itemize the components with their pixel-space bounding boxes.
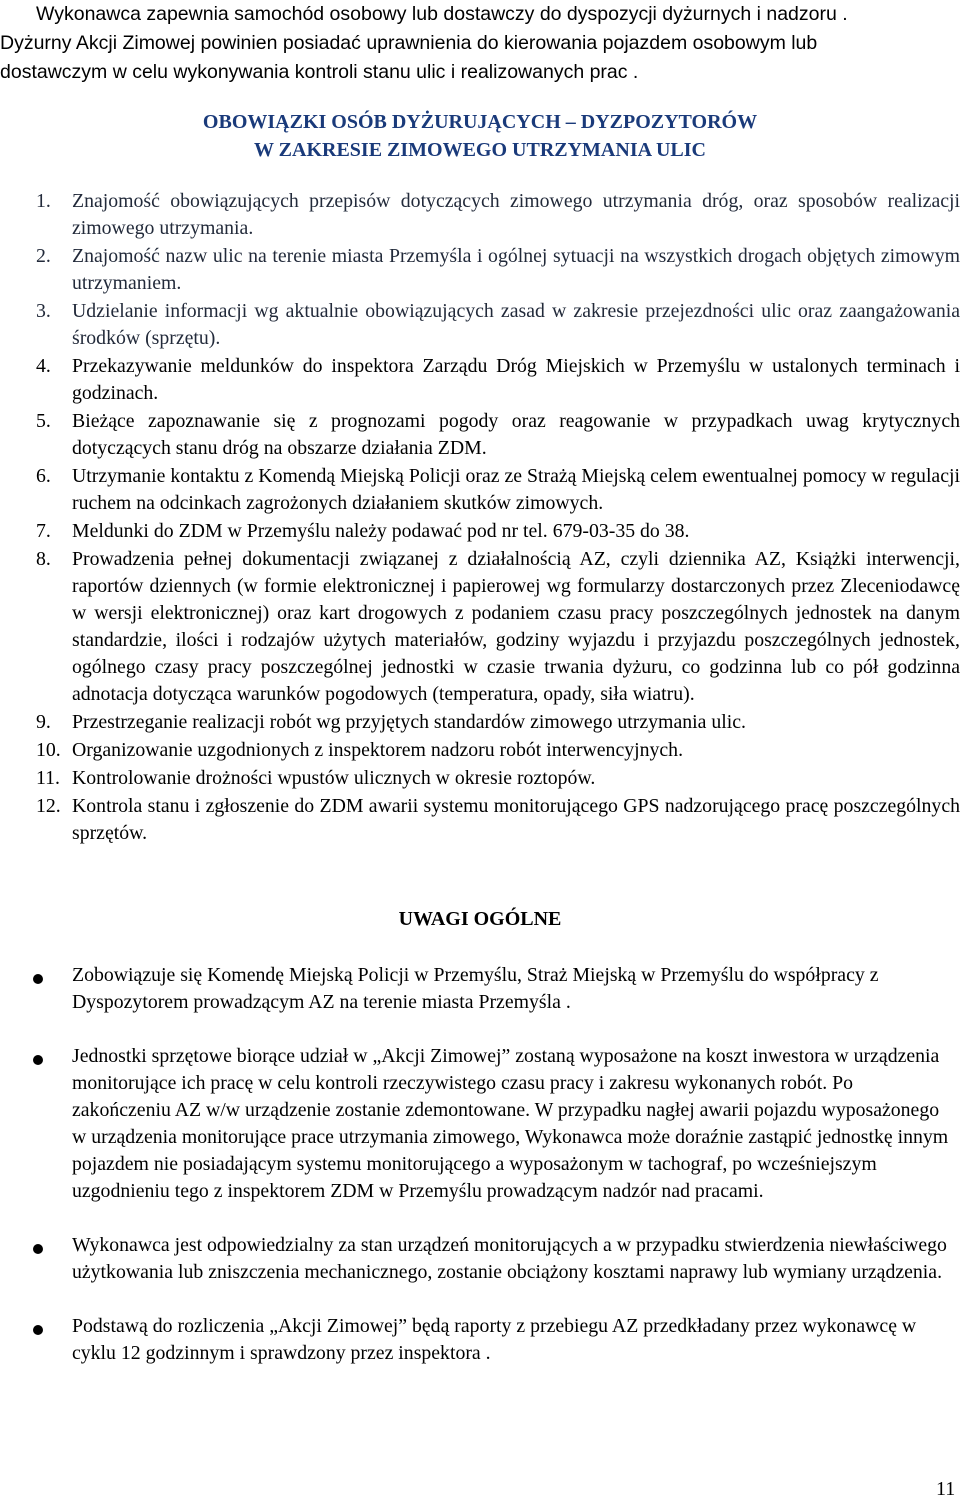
bullet-icon [33, 974, 43, 984]
list-item [0, 353, 960, 407]
list-item [0, 709, 960, 736]
page-number: 11 [936, 1478, 956, 1500]
bullet-text: Podstawą do rozliczenia „Akcji Zimowej” będą raporty z przebiegu AZ przedkładany przez wykonawcę w cyklu 12 godzinnym i sprawdzony przez inspektora . [72, 1315, 917, 1364]
item-text: Meldunki do ZDM w Przemyślu należy podawać pod nr tel. 679-03-35 do 38. [72, 520, 690, 542]
bullet-icon [33, 1325, 43, 1335]
item-number: 11. [36, 767, 60, 789]
item-text: Organizowanie uzgodnionych z inspektorem nadzoru robót interwencyjnych. [72, 739, 684, 761]
item-text: Przestrzeganie realizacji robót wg przyjętych standardów zimowego utrzymania ulic. [72, 711, 746, 733]
item-text: Utrzymanie kontaktu z Komendą Miejską Policji oraz ze Strażą Miejską celem ewentualnej pomocy w regulacji ruchem na odcinkach zagrożonych działaniem skutków zimowych. [72, 465, 960, 514]
item-number: 4. [36, 355, 51, 377]
general-remarks-title: UWAGI OGÓLNE [398, 908, 562, 930]
intro-line: Wykonawca zapewnia samochód osobowy lub dostawczy do dyspozycji dyżurnych i nadzoru . [36, 3, 848, 25]
item-text: Udzielanie informacji wg aktualnie obowiązujących zasad w zakresie przejezdności ulic oraz zaangażowania środków (sprzętu). [72, 300, 960, 349]
item-text: Znajomość nazw ulic na terenie miasta Przemyśla i ogólnej sytuacji na wszystkich drogach objętych zimowym utrzymaniem. [72, 245, 960, 294]
bullet-item [0, 1043, 960, 1205]
item-number: 7. [36, 520, 51, 542]
item-text: Kontrola stanu i zgłoszenie do ZDM awarii systemu monitorującego GPS nadzorującego pracę poszczególnych sprzętów. [72, 795, 960, 844]
bullet-icon [33, 1244, 43, 1254]
heading-line-1: OBOWIĄZKI OSÓB DYŻURUJĄCYCH – DYZPOZYTORÓW [202, 111, 758, 133]
bullet-text: Wykonawca jest odpowiedzialny za stan urządzeń monitorujących a w przypadku stwierdzenia niewłaściwego użytkowania lub zniszczenia mechanicznego, zostanie obciążony kosztami naprawy lub wymiany urządzenia. [72, 1234, 947, 1283]
item-number: 3. [36, 300, 51, 322]
item-number: 10. [36, 739, 61, 761]
item-number: 8. [36, 548, 51, 570]
item-text: Znajomość obowiązujących przepisów dotyczących zimowego utrzymania dróg, oraz sposobów realizacji zimowego utrzymania. [72, 190, 960, 239]
item-text: Kontrolowanie drożności wpustów ulicznych w okresie roztopów. [72, 767, 596, 789]
list-item [0, 243, 960, 297]
item-number: 5. [36, 410, 51, 432]
bullet-text: Zobowiązuje się Komendę Miejską Policji w Przemyślu, Straż Miejską w Przemyślu do współpracy z Dyspozytorem prowadzącym AZ na terenie miasta Przemyśla . [72, 964, 879, 1013]
item-text: Prowadzenia pełnej dokumentacji związanej z działalnością AZ, czyli dziennika AZ, Książki interwencji, raportów dziennych (w formie elektronicznej i papierowej wg formularzy dostarczonych przez Zleceniodawcę w wersji elektronicznej) oraz kart drogowych z podaniem czasu pracy poszczególnych jednostek na danym standardzie, ilości i rodzajów użytych materiałów, godziny wyjazdu i przyjazdu poszczególnych jednostek, ogólnego czasy pracy poszczególnej jednostki w czasie trwania dyżuru, co godzinna lub co pół godzinna adnotacja dotycząca warunków pogodowych (temperatura, opady, siła wiatru). [72, 548, 960, 705]
list-item [0, 408, 960, 462]
item-number: 12. [36, 795, 61, 817]
bullet-item [0, 1232, 960, 1286]
list-item [0, 765, 960, 792]
heading-line-2: W ZAKRESIE ZIMOWEGO UTRZYMANIA ULIC [254, 139, 706, 161]
list-item [0, 298, 960, 352]
bullet-item [0, 962, 960, 1016]
list-item [0, 737, 960, 764]
item-number: 2. [36, 245, 51, 267]
item-text: Przekazywanie meldunków do inspektora Zarządu Dróg Miejskich w Przemyślu w ustalonych terminach i godzinach. [72, 355, 960, 404]
section-heading [0, 108, 960, 164]
item-number: 9. [36, 711, 51, 733]
duties-list [0, 188, 960, 848]
bullet-icon [33, 1055, 43, 1065]
item-number: 6. [36, 465, 51, 487]
list-item [0, 188, 960, 242]
list-item [0, 463, 960, 517]
bullet-item [0, 1313, 960, 1367]
bullet-text: Jednostki sprzętowe biorące udział w „Akcji Zimowej” zostaną wyposażone na koszt inwestora w urządzenia monitorujące ich pracę w celu kontroli rzeczywistego czasu pracy i zakresu wykonanych robót. Po zakończeniu AZ w/w urządzenie zostanie zdemontowane. W przypadku nagłej awarii pojazdu wyposażonego w urządzenia monitorujące prace utrzymania zimowego, Wykonawca może doraźnie zastąpić jednostkę innym pojazdem nie posiadającym systemu monitorującego a wyposażonym w tachograf, po wcześniejszym uzgodnieniu tego z inspektorem ZDM w Przemyślu prowadzącym nadzór nad pracami. [72, 1045, 949, 1202]
list-item [0, 793, 960, 847]
list-item [0, 546, 960, 708]
intro-paragraph [0, 0, 960, 87]
remarks-list [0, 962, 960, 1367]
item-number: 1. [36, 190, 51, 212]
intro-line: Dyżurny Akcji Zimowej powinien posiadać uprawnienia do kierowania pojazdem osobowym lub [0, 32, 818, 54]
intro-line: dostawczym w celu wykonywania kontroli stanu ulic i realizowanych prac . [0, 61, 639, 83]
list-item [0, 518, 960, 545]
item-text: Bieżące zapoznawanie się z prognozami pogody oraz reagowanie w przypadkach uwag krytycznych dotyczących stanu dróg na obszarze działania ZDM. [72, 410, 960, 459]
